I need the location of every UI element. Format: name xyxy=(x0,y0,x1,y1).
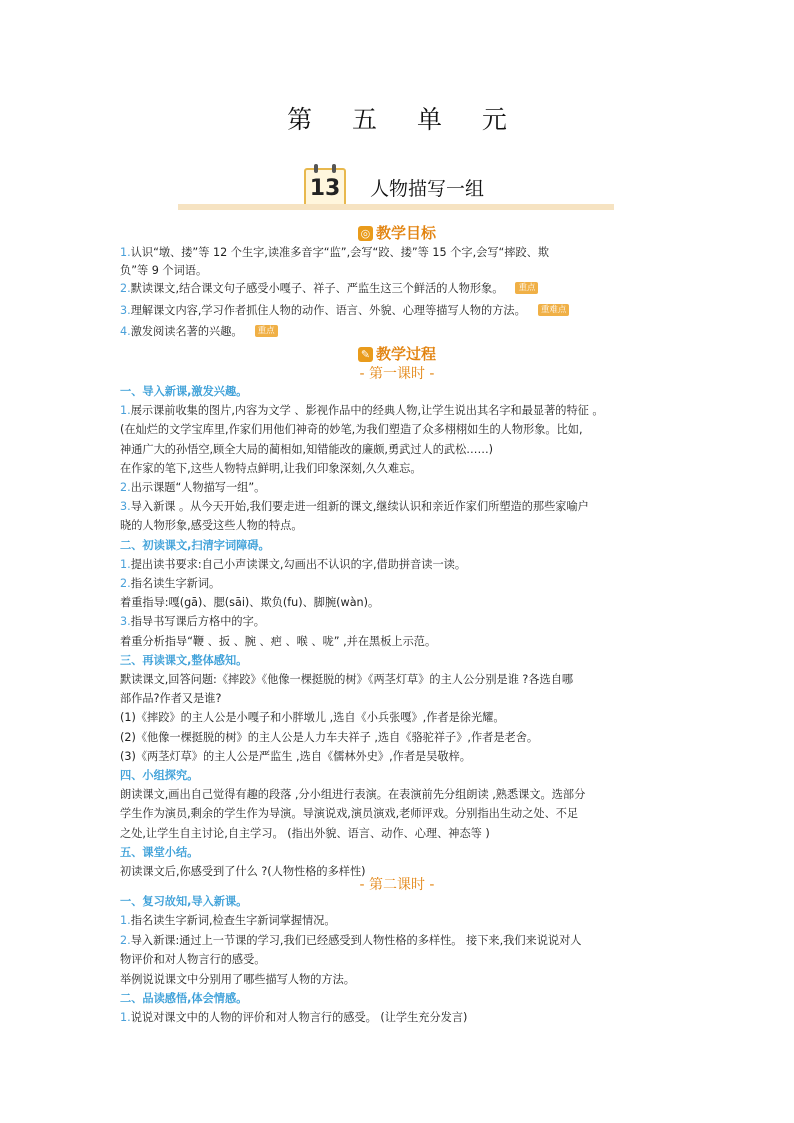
item-number: 2. xyxy=(120,577,131,590)
item-number: 2. xyxy=(120,282,131,295)
item-number: 1. xyxy=(120,914,131,928)
unit-title: 第 五 单 元 xyxy=(287,105,523,134)
goal-item-cont xyxy=(120,263,680,278)
body-line xyxy=(120,557,680,572)
line-text: 指导书写课后方格中的字。 xyxy=(130,615,265,629)
body-line xyxy=(120,806,680,821)
section-subheading xyxy=(120,384,680,399)
line-text: (1)《摔跤》的主人公是小嘎子和小胖墩儿 ,选自《小兵张嘎》,作者是徐光耀。 xyxy=(120,711,505,725)
lesson-title: 人物描写一组 xyxy=(370,178,485,200)
target-icon: ◎ xyxy=(358,226,373,241)
goal-item xyxy=(120,303,680,318)
section-subheading xyxy=(120,894,680,909)
body-line xyxy=(120,933,680,948)
item-text: 理解课文内容,学习作者抓住人物的动作、语言、外貌、心理等描写人物的方法。 xyxy=(130,304,526,317)
body-line xyxy=(120,403,680,418)
body-line xyxy=(120,826,680,841)
goal-item xyxy=(120,245,680,260)
item-text: 负”等 9 个词语。 xyxy=(120,264,208,277)
calendar-ring-icon xyxy=(314,164,318,173)
item-number: 2. xyxy=(120,933,131,947)
body-line xyxy=(120,730,680,745)
line-text: 部作品?作者又是谁? xyxy=(120,692,222,706)
lesson-number: 13 xyxy=(309,176,341,201)
section-subheading xyxy=(120,653,680,668)
item-number: 1. xyxy=(120,404,131,418)
line-text: 五、课堂小结。 xyxy=(120,845,199,859)
key-point-badge: 重点 xyxy=(255,325,278,337)
line-text: 神通广大的孙悟空,顾全大局的蔺相如,知错能改的廉颇,勇武过人的武松……) xyxy=(120,442,494,456)
item-text: 激发阅读名著的兴趣。 xyxy=(130,325,243,338)
line-text: 指名读生字新词。 xyxy=(130,577,221,590)
difficulty-badge: 重难点 xyxy=(538,304,570,316)
line-text: 之处,让学生自主讨论,自主学习。 (指出外貌、语言、动作、心理、神态等 ) xyxy=(120,826,490,840)
calendar-icon xyxy=(304,168,346,208)
body-line xyxy=(120,691,680,706)
section-subheading xyxy=(120,845,680,860)
body-line xyxy=(120,595,680,610)
line-text: 初读课文后,你感受到了什么 ?(人物性格的多样性) xyxy=(120,865,366,878)
line-text: 二、初读课文,扫清字词障碍。 xyxy=(120,538,270,552)
calendar-ring-icon xyxy=(332,164,336,173)
body-line xyxy=(120,1010,680,1025)
item-number: 3. xyxy=(120,304,131,317)
section-subheading xyxy=(120,538,680,553)
line-text: 举例说说课文中分别用了哪些描写人物的方法。 xyxy=(120,972,355,986)
body-line xyxy=(120,787,680,802)
line-text: 二、品读感悟,体会情感。 xyxy=(120,992,248,1005)
pencil-icon: ✎ xyxy=(358,347,373,362)
body-line xyxy=(120,442,680,457)
body-line xyxy=(120,461,680,476)
line-text: 着重分析指导“鞭 、扳 、腕 、疤 、喉 、咙” ,并在黑板上示范。 xyxy=(120,634,437,648)
item-number: 2. xyxy=(120,481,131,494)
session-2-heading: - 第二课时 - xyxy=(359,877,435,893)
line-text: 导入新课:通过上一节课的学习,我们已经感受到人物性格的多样性。 接下来,我们来说说对人 xyxy=(130,933,582,947)
line-text: 指名读生字新词,检查生字新词掌握情况。 xyxy=(130,914,336,928)
item-number: 1. xyxy=(120,557,131,571)
body-line xyxy=(120,614,680,629)
body-line xyxy=(120,422,680,437)
item-number: 3. xyxy=(120,500,131,514)
line-text: 学生作为演员,剩余的学生作为导演。导演说戏,演员演戏,老师评戏。分别指出生动之处、不足 xyxy=(120,807,579,821)
item-number: 3. xyxy=(120,615,131,629)
body-line xyxy=(120,576,680,591)
goal-item xyxy=(120,281,680,296)
line-text: (3)《两茎灯草》的主人公是严监生 ,选自《儒林外史》,作者是吴敬梓。 xyxy=(120,749,471,763)
item-number: 1. xyxy=(120,246,131,259)
item-number: 1. xyxy=(120,1011,131,1025)
body-line xyxy=(120,749,680,764)
body-line xyxy=(120,518,680,533)
line-text: 三、再读课文,整体感知。 xyxy=(120,653,248,667)
line-text: 一、导入新课,激发兴趣。 xyxy=(120,385,248,398)
item-text: 默读课文,结合课文句子感受小嘎子、祥子、严监生这三个鲜活的人物形象。 xyxy=(130,282,504,295)
item-text: 认识“墩、搂”等 12 个生字,读准多音字“监”,会写“跤、搂”等 15 个字,会写“摔跤、欺 xyxy=(130,246,550,259)
line-text: (在灿烂的文学宝库里,作家们用他们神奇的妙笔,为我们塑造了众多栩栩如生的人物形象。比如, xyxy=(120,423,583,437)
line-text: 说说对课文中的人物的评价和对人物言行的感受。 (让学生充分发言) xyxy=(130,1011,468,1025)
goals-heading xyxy=(0,222,794,243)
body-line xyxy=(120,672,680,687)
section-subheading xyxy=(120,991,680,1006)
line-text: 四、小组探究。 xyxy=(120,769,199,782)
body-line xyxy=(120,480,680,495)
goals-heading-text: 教学目标 xyxy=(375,224,436,242)
line-text: (2)《他像一棵挺脱的树》的主人公是人力车夫祥子 ,选自《骆驼祥子》,作者是老舍。 xyxy=(120,730,539,744)
process-heading xyxy=(0,343,794,364)
process-heading-text: 教学过程 xyxy=(375,345,436,363)
key-point-badge: 重点 xyxy=(515,282,538,294)
line-text: 提出读书要求:自己小声读课文,勾画出不认识的字,借助拼音读一读。 xyxy=(130,557,467,571)
line-text: 着重指导:嘎(gā)、腮(sāi)、欺负(fu)、脚腕(wàn)。 xyxy=(120,596,380,610)
line-text: 物评价和对人物言行的感受。 xyxy=(120,953,266,967)
lesson-underline xyxy=(178,204,614,210)
body-line xyxy=(120,952,680,967)
line-text: 出示课题“人物描写一组”。 xyxy=(130,481,266,494)
line-text: 晓的人物形象,感受这些人物的特点。 xyxy=(120,519,303,533)
section-subheading xyxy=(120,768,680,783)
line-text: 导入新课 。从今天开始,我们要走进一组新的课文,继续认识和亲近作家们所塑造的那些家喻户 xyxy=(130,500,589,514)
body-line xyxy=(120,710,680,725)
session-1-heading: - 第一课时 - xyxy=(359,366,435,382)
line-text: 一、复习故知,导入新课。 xyxy=(120,895,248,908)
line-text: 展示课前收集的图片,内容为文学 、影视作品中的经典人物,让学生说出其名字和最显著的特征 。 xyxy=(130,404,604,418)
item-number: 4. xyxy=(120,325,131,338)
line-text: 在作家的笔下,这些人物特点鲜明,让我们印象深刻,久久难忘。 xyxy=(120,461,422,475)
body-line xyxy=(120,913,680,928)
line-text: 默读课文,回答问题:《摔跤》《他像一棵挺脱的树》《两茎灯草》的主人公分别是谁 ?各选自哪 xyxy=(120,673,574,686)
body-line xyxy=(120,972,680,987)
goal-item xyxy=(120,324,680,339)
body-line xyxy=(120,634,680,649)
body-line xyxy=(120,499,680,514)
line-text: 朗读课文,画出自己觉得有趣的段落 ,分小组进行表演。在表演前先分组朗读 ,熟悉课文。选部分 xyxy=(120,788,586,802)
